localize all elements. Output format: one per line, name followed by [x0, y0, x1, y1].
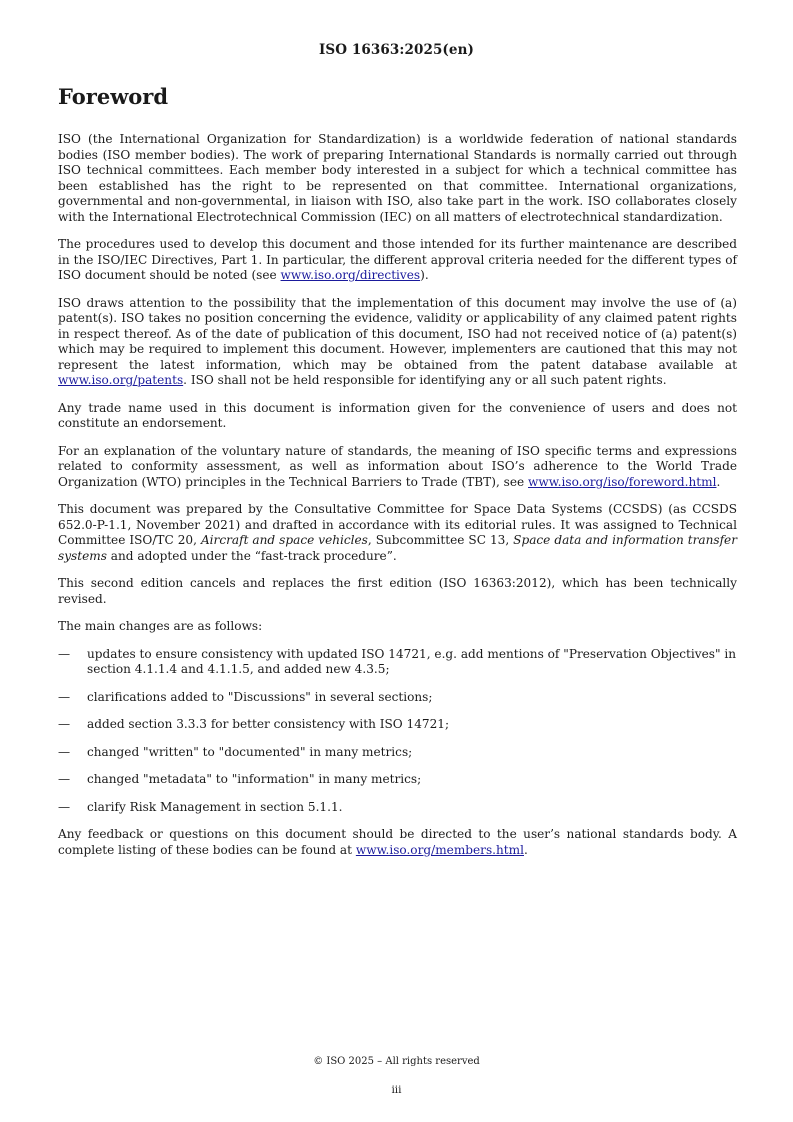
paragraph-directives-end: ).	[420, 268, 429, 282]
patents-link[interactable]: www.iso.org/patents	[58, 373, 184, 387]
subcommittee-name: Space data and information transfer systems	[58, 533, 737, 563]
prepared-by-text-c: , Subcommittee SC 13,	[367, 533, 514, 547]
page-number: iii	[391, 1084, 402, 1096]
list-item-text: added section 3.3.3 for better consistency with ISO 14721;	[87, 717, 450, 731]
copyright-notice: © ISO 2025 – All rights reserved	[313, 1056, 480, 1067]
list-item	[58, 800, 737, 816]
paragraph-second-edition: This second edition cancels and replaces the first edition (ISO 16363:2012), which has been technically revised.	[58, 576, 737, 606]
paragraph-prepared-by	[58, 502, 737, 564]
paragraph-voluntary-nature	[58, 444, 737, 491]
paragraph-voluntary-text: For an explanation of the voluntary nature of standards, the meaning of ISO specific terms and expressions related to conformity assessment, as well as information about ISO’s adherence to the World Trade Organization (WTO) principles in the Technical Barriers to Trade (TBT), see	[58, 443, 737, 489]
paragraph-patents	[58, 296, 737, 389]
paragraph-main-changes: The main changes are as follows:	[58, 619, 263, 633]
paragraph-directives	[58, 237, 737, 284]
changes-list	[58, 647, 737, 816]
members-link[interactable]: www.iso.org/members.html	[355, 842, 524, 857]
list-dash: —	[58, 717, 71, 731]
list-item	[58, 717, 737, 733]
paragraph-feedback-text: Any feedback or questions on this document should be directed to the user’s national standards body. A complete listing of these bodies can be found at	[58, 827, 737, 857]
list-item-text: updates to ensure consistency with updated ISO 14721, e.g. add mentions of "Preservation Objectives" in section 4.1.1.4 and 4.1.1.5, and added new 4.3.5;	[87, 646, 737, 676]
list-item	[58, 745, 737, 761]
list-item-text: clarify Risk Management in section 5.1.1.	[87, 799, 343, 814]
paragraph-directives-text: The procedures used to develop this document and those intended for its further maintenance are described in the ISO/IEC Directives, Part 1. In particular, the different approval criteria needed for the different types of ISO document should be noted (see	[58, 237, 737, 282]
list-dash: —	[58, 646, 71, 661]
list-dash: —	[58, 744, 71, 759]
list-item-text: changed "metadata" to "information" in many metrics;	[87, 772, 422, 786]
list-item-text: changed "written" to "documented" in many metrics;	[87, 744, 413, 759]
paragraph-iso-federation: ISO (the International Organization for Standardization) is a worldwide federation of national standards bodies (ISO member bodies). The work of preparing International Standards is normally carried out through ISO technical committees. Each member body interested in a subject for which a technical committee has been established has the right to be represented on that committee. International organizations, governmental and non-governmental, in liaison with ISO, also take part in the work. ISO collaborates closely with the International Electrotechnical Commission (IEC) on all matters of electrotechnical standardization.	[58, 132, 737, 224]
page-title: Foreword	[58, 84, 169, 109]
list-dash: —	[58, 772, 71, 786]
list-item	[58, 690, 737, 706]
list-dash: —	[58, 799, 71, 814]
committee-name: Aircraft and space vehicles	[200, 533, 368, 547]
paragraph-feedback	[58, 827, 737, 858]
prepared-by-text-a: This document was prepared by the Consultative Committee for Space Data Systems (CCSDS) (as CCSDS 652.0-P-1.1, November 2021) and drafted in accordance with its editorial rules. It was assigned to Technical Committee ISO/TC 20,	[58, 502, 737, 547]
list-dash: —	[58, 689, 71, 704]
list-item	[58, 647, 737, 678]
paragraph-patents-end: . ISO shall not be held responsible for identifying any or all such patent rights.	[183, 373, 667, 387]
paragraph-voluntary-end: .	[716, 474, 721, 489]
list-item-text: clarifications added to "Discussions" in several sections;	[87, 689, 433, 704]
directives-link[interactable]: www.iso.org/directives	[280, 268, 421, 282]
foreword-body	[58, 132, 737, 870]
foreword-link[interactable]: www.iso.org/iso/foreword.html	[528, 474, 717, 489]
paragraph-feedback-end: .	[524, 842, 528, 857]
document-identifier: ISO 16363:2025(en)	[318, 42, 475, 58]
prepared-by-text-e: and adopted under the “fast-track procedure”.	[106, 548, 397, 563]
paragraph-trade-name: Any trade name used in this document is information given for the convenience of users and does not constitute an endorsement.	[58, 400, 737, 430]
list-item	[58, 772, 737, 788]
paragraph-patents-text: ISO draws attention to the possibility that the implementation of this document may involve the use of (a) patent(s). ISO takes no position concerning the evidence, validity or applicability of any claimed patent rights in respect thereof. As of the date of publication of this document, ISO had not received notice of (a) patent(s) which may be required to implement this document. However, implementers are cautioned that this may not represent the latest information, which may be obtained from the patent database available at	[58, 295, 737, 372]
